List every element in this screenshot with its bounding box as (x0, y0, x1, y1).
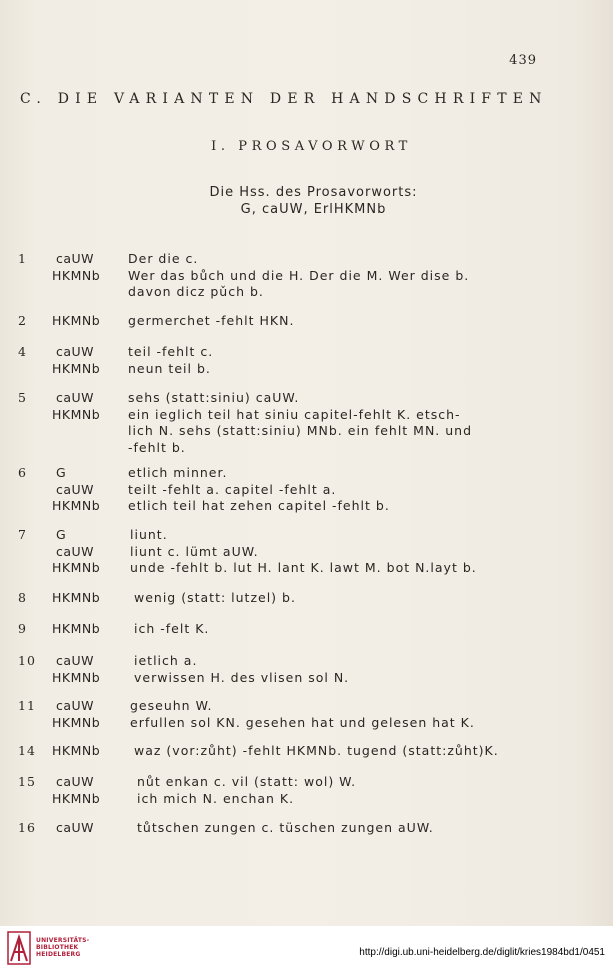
manuscripts-intro-line-1: Die Hss. des Prosavorworts: (209, 185, 418, 200)
variant-reading: Wer das bůch und die H. Der die M. Wer dise b. (128, 267, 470, 283)
library-name (36, 937, 89, 958)
variant-reading: -fehlt b. (128, 439, 186, 455)
manuscript-sigla: caUW (56, 820, 95, 835)
entry-line-number: 9 (18, 621, 27, 636)
entry-line-number: 7 (18, 527, 27, 542)
library-name-line-2: BIBLIOTHEK (36, 944, 79, 951)
entry-line-number: 14 (18, 743, 36, 758)
variant-reading: teilt -fehlt a. capitel -fehlt a. (128, 481, 337, 497)
manuscripts-intro-line-2: G, caUW, ErlHKMNb (240, 202, 387, 217)
variant-reading: teil -fehlt c. (128, 344, 214, 359)
entry-line-number: 2 (18, 313, 27, 328)
manuscript-sigla: caUW (56, 390, 95, 405)
library-name-line-3: HEIDELBERG (36, 951, 81, 958)
manuscript-sigla: HKMNb (52, 743, 101, 758)
section-title: I. PROSAVORWORT (211, 139, 412, 154)
variant-reading: wenig (statt: lutzel) b. (134, 590, 296, 605)
variant-reading: davon dicz pǔch b. (128, 284, 264, 300)
manuscript-sigla: caUW (56, 774, 95, 789)
manuscript-sigla: HKMNb (52, 313, 101, 328)
variant-reading: erfullen sol KN. gesehen hat und gelesen hat K. (130, 714, 475, 730)
variant-reading: Der die c. (128, 251, 199, 266)
entry-line-number: 8 (18, 590, 27, 605)
variant-reading: liunt c. lümt aUW. (130, 543, 259, 559)
entry-line-number: 4 (18, 344, 27, 359)
library-logo-icon (7, 931, 31, 965)
entry-line-number: 10 (18, 653, 36, 668)
manuscript-sigla: G (56, 527, 67, 542)
variant-reading: unde -fehlt b. lut H. lant K. lawt M. bot N.layt b. (130, 560, 477, 576)
manuscript-sigla: caUW (56, 251, 95, 266)
variant-reading: ich mich N. enchan K. (137, 790, 295, 806)
manuscript-sigla: HKMNb (52, 621, 101, 636)
entry-line-number: 6 (18, 465, 27, 480)
variant-reading: waz (vor:zůht) -fehlt HKMNb. tugend (statt:zůht)K. (134, 743, 499, 758)
variant-reading: ietlich a. (134, 653, 198, 668)
manuscript-sigla: HKMNb (52, 669, 101, 685)
manuscript-sigla: HKMNb (52, 790, 101, 806)
entry-line-number: 1 (18, 251, 27, 266)
variant-reading: geseuhn W. (130, 698, 213, 713)
entry-line-number: 11 (18, 698, 36, 713)
manuscript-sigla: HKMNb (52, 560, 101, 576)
variant-reading: verwissen H. des vlisen sol N. (134, 669, 350, 685)
variant-reading: sehs (statt:siniu) caUW. (128, 390, 300, 405)
variant-reading: etlich minner. (128, 465, 228, 480)
manuscript-sigla: caUW (56, 653, 95, 668)
variant-reading: liunt. (130, 527, 168, 542)
manuscript-sigla: caUW (56, 481, 95, 497)
variant-reading: tůtschen zungen c. tüschen zungen aUW. (137, 820, 434, 835)
manuscript-sigla: HKMNb (52, 360, 101, 376)
manuscript-sigla: HKMNb (52, 714, 101, 730)
source-url-link[interactable]: http://digi.ub.uni-heidelberg.de/diglit/kries1984bd1/0451 (359, 947, 605, 958)
manuscript-sigla: HKMNb (52, 590, 101, 605)
manuscript-sigla: HKMNb (52, 498, 101, 514)
variant-reading: nůt enkan c. vil (statt: wol) W. (137, 774, 357, 789)
variant-reading: neun teil b. (128, 360, 211, 376)
variant-reading: germerchet -fehlt HKN. (128, 313, 295, 328)
manuscript-sigla: G (56, 465, 67, 480)
variant-reading: etlich teil hat zehen capitel -fehlt b. (128, 498, 390, 514)
variant-reading: ich -felt K. (134, 621, 210, 636)
manuscript-sigla: caUW (56, 344, 95, 359)
manuscript-sigla: caUW (56, 543, 95, 559)
entry-line-number: 15 (18, 774, 36, 789)
manuscript-sigla: caUW (56, 698, 95, 713)
entry-line-number: 16 (18, 820, 36, 835)
variant-reading: ein ieglich teil hat siniu capitel-fehlt K. etsch- (128, 406, 461, 422)
page-number: 439 (509, 53, 537, 68)
library-name-line-1: UNIVERSITÄTS- (36, 937, 90, 944)
manuscript-sigla: HKMNb (52, 267, 101, 283)
manuscript-sigla: HKMNb (52, 406, 101, 422)
chapter-title: C. DIE VARIANTEN DER HANDSCHRIFTEN (20, 91, 548, 107)
variant-reading: lich N. sehs (statt:siniu) MNb. ein fehlt MN. und (128, 423, 473, 439)
entry-line-number: 5 (18, 390, 27, 405)
